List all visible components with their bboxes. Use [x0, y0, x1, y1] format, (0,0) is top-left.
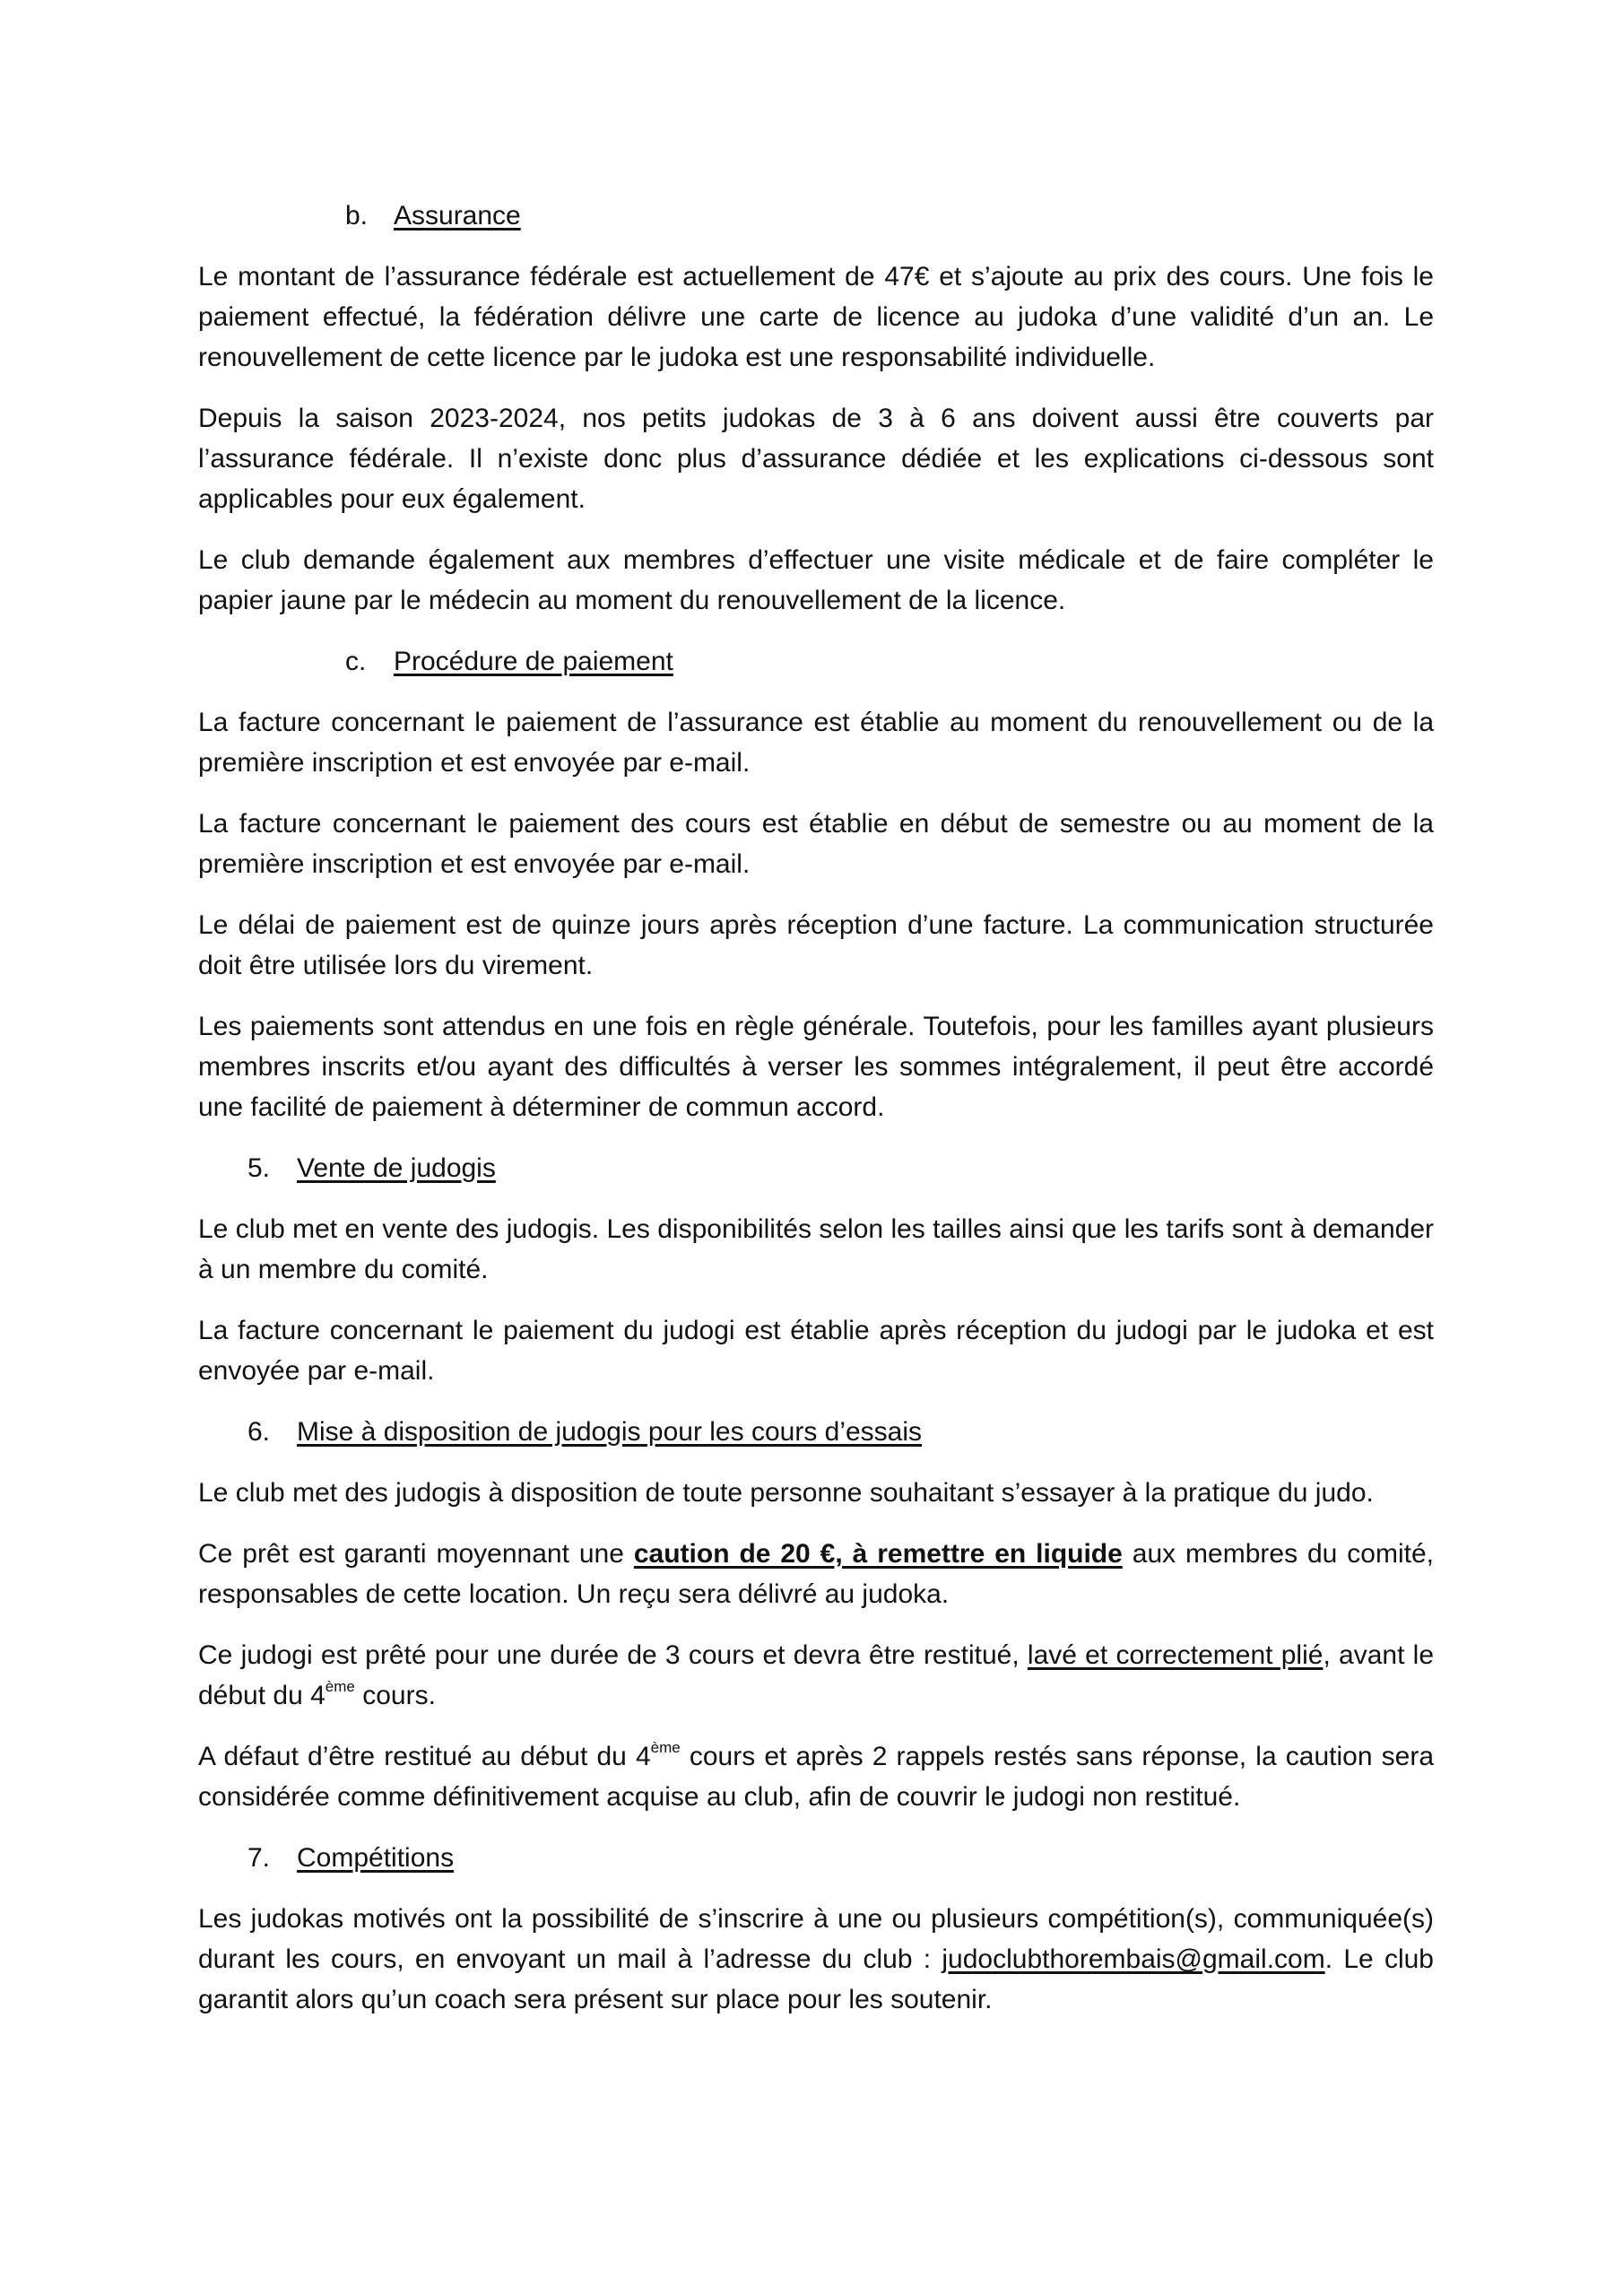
- paragraph: La facture concernant le paiement des cours est établie en début de semestre ou au moment de la première inscription et est envoyée par e-mail.: [198, 809, 1434, 879]
- superscript: ème: [650, 1739, 681, 1756]
- text-run: Les judokas motivés ont la possibilité de s’inscrire à une ou plusieurs compétition(s), communiquée(s) durant les cours, en envoyant un mail à l’adresse du club :: [198, 1904, 1434, 1974]
- text-run: cours et après 2 rappels restés sans réponse, la caution sera considérée comme définitivement acquise au club, afin de couvrir le judogi non restitué.: [198, 1742, 1435, 1812]
- paragraph: Depuis la saison 2023-2024, nos petits judokas de 3 à 6 ans doivent aussi être couverts par l’assurance fédérale. Il n’existe donc plus d’assurance dédiée et les explications ci-dessous sont applicables pour eux également.: [198, 404, 1434, 514]
- text-run: aux membres du comité, responsables de cette location. Un reçu sera délivré au judoka.: [198, 1539, 1434, 1609]
- paragraph: Le club met en vente des judogis. Les disponibilités selon les tailles ainsi que les tarifs sont à demander à un membre du comité.: [198, 1214, 1434, 1284]
- text-run: . Le club garantit alors qu’un coach sera présent sur place pour les soutenir.: [198, 1944, 1434, 2014]
- paragraph: Le club met des judogis à disposition de toute personne souhaitant s’essayer à la pratique du judo.: [198, 1478, 1374, 1508]
- text-run: Ce judogi est prêté pour une durée de 3 cours et devra être restitué,: [198, 1640, 1028, 1670]
- underlined-text: lavé et correctement plié: [1027, 1640, 1324, 1670]
- paragraph: La facture concernant le paiement de l’assurance est établie au moment du renouvellement ou de la première inscription et est envoyée par e-mail.: [198, 708, 1434, 778]
- section-title: Procédure de paiement: [394, 647, 673, 676]
- paragraph-duree: [198, 1635, 1434, 1716]
- paragraph: La facture concernant le paiement du judogi est établie après réception du judogi par le judoka et est envoyée par e-mail.: [198, 1316, 1434, 1386]
- paragraph: Le club demande également aux membres d’effectuer une visite médicale et de faire compléter le papier jaune par le médecin au moment du renouvellement de la licence.: [198, 545, 1434, 615]
- section-number: c.: [345, 647, 367, 676]
- section-title: Vente de judogis: [297, 1153, 496, 1183]
- section-number: b.: [345, 201, 369, 230]
- section-heading-assurance: [198, 196, 1434, 236]
- section-heading-competitions: [198, 1838, 1434, 1878]
- section-number: 5.: [247, 1153, 271, 1183]
- text-run: cours.: [354, 1681, 436, 1710]
- document-content: [198, 196, 1434, 2040]
- section-heading-paiement: [198, 641, 1434, 682]
- section-number: 6.: [247, 1417, 271, 1447]
- paragraph-defaut: [198, 1736, 1434, 1817]
- paragraph-caution: [198, 1534, 1434, 1614]
- section-heading-mise-a-disposition: [198, 1412, 1434, 1452]
- section-number: 7.: [247, 1843, 271, 1873]
- section-title: Compétitions: [297, 1843, 455, 1873]
- text-run: A défaut d’être restitué au début du 4: [198, 1742, 651, 1771]
- text-run: , avant le début du 4: [198, 1640, 1435, 1710]
- club-email-link[interactable]: judoclubthorembais@gmail.com: [942, 1944, 1325, 1974]
- section-heading-vente: [198, 1148, 1434, 1188]
- superscript: ème: [325, 1678, 355, 1695]
- text-run: Ce prêt est garanti moyennant une: [198, 1539, 634, 1569]
- paragraph: Le montant de l’assurance fédérale est actuellement de 47€ et s’ajoute au prix des cours. Une fois le paiement effectué, la fédération délivre une carte de licence au judoka d’une validité d’un an. Le renouvellement de cette licence par le judoka est une responsabilité individuelle.: [198, 262, 1434, 372]
- section-title: Assurance: [394, 201, 521, 230]
- paragraph: Le délai de paiement est de quinze jours après réception d’une facture. La communication structurée doit être utilisée lors du virement.: [198, 910, 1434, 980]
- paragraph: Les paiements sont attendus en une fois en règle générale. Toutefois, pour les familles ayant plusieurs membres inscrits et/ou ayant des difficultés à verser les sommes intégralement, il peut être accordé une facilité de paiement à déterminer de commun accord.: [198, 1012, 1434, 1122]
- caution-emphasis: caution de 20 €, à remettre en liquide: [633, 1539, 1123, 1569]
- section-title: Mise à disposition de judogis pour les cours d’essais: [297, 1417, 923, 1447]
- paragraph-competitions: [198, 1899, 1434, 2020]
